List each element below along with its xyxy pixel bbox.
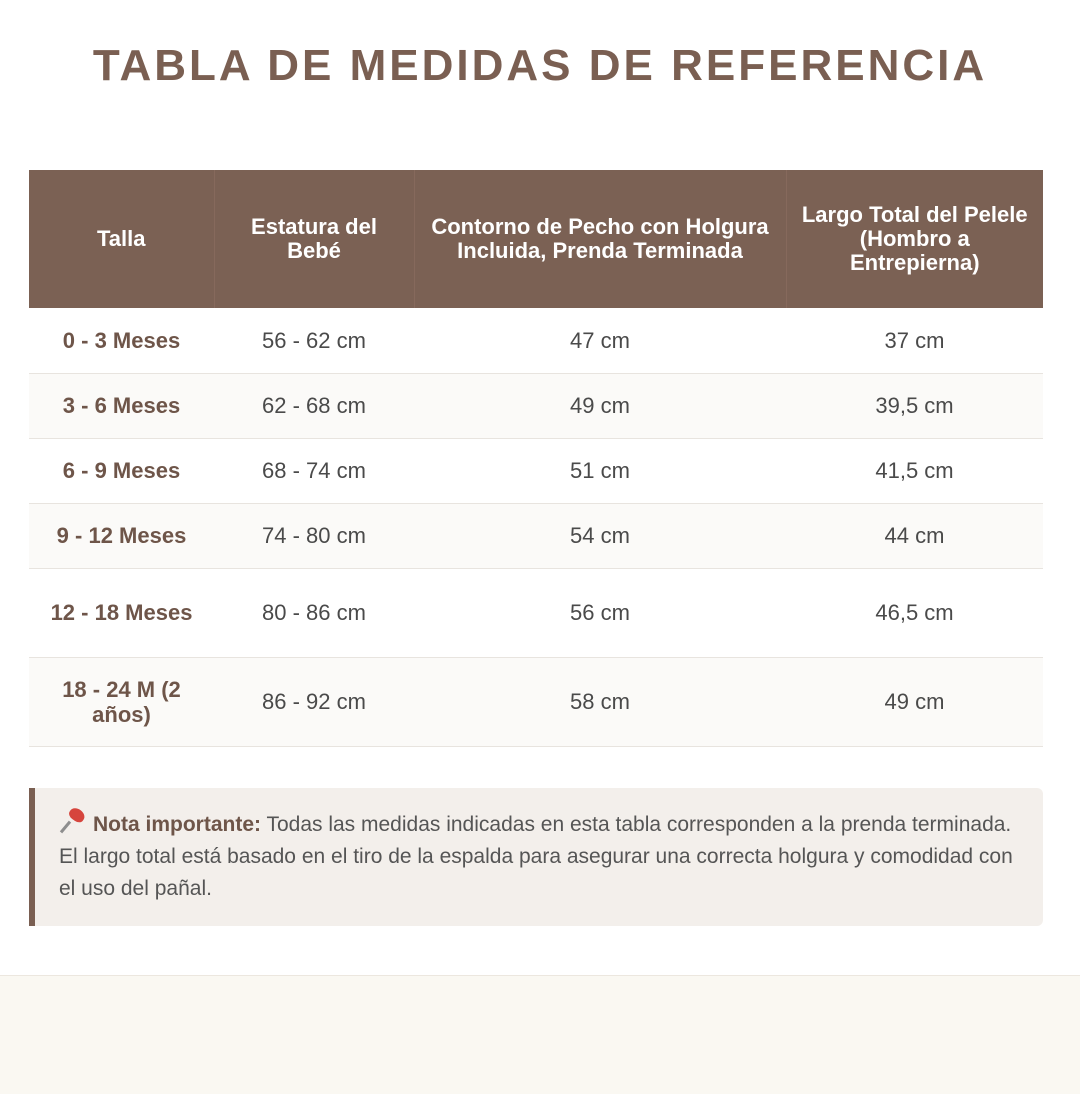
cell-length: 44 cm	[786, 503, 1043, 568]
cell-chest: 49 cm	[414, 373, 786, 438]
table-row	[29, 438, 1043, 503]
table-row	[29, 503, 1043, 568]
cell-height: 62 - 68 cm	[214, 373, 414, 438]
header-largo-total: Largo Total del Pelele (Hombro a Entrepierna)	[786, 170, 1043, 308]
cell-size: 18 - 24 M (2 años)	[29, 657, 214, 746]
header-contorno-pecho: Contorno de Pecho con Holgura Incluida, Prenda Terminada	[414, 170, 786, 308]
note-text: Todas las medidas indicadas en esta tabla corresponden a la prenda terminada. El largo total está basado en el tiro de la espalda para asegurar una correcta holgura y comodidad con el uso del pañal.	[59, 813, 1013, 900]
cell-height: 68 - 74 cm	[214, 438, 414, 503]
header-estatura: Estatura del Bebé	[214, 170, 414, 308]
cell-size: 3 - 6 Meses	[29, 373, 214, 438]
footer-area	[0, 976, 1080, 1094]
cell-chest: 58 cm	[414, 657, 786, 746]
cell-length: 41,5 cm	[786, 438, 1043, 503]
cell-chest: 47 cm	[414, 308, 786, 373]
cell-length: 46,5 cm	[786, 568, 1043, 657]
cell-length: 39,5 cm	[786, 373, 1043, 438]
cell-length: 49 cm	[786, 657, 1043, 746]
table-row	[29, 308, 1043, 373]
cell-chest: 56 cm	[414, 568, 786, 657]
cell-size: 9 - 12 Meses	[29, 503, 214, 568]
table-row	[29, 568, 1043, 657]
header-talla: Talla	[29, 170, 214, 308]
note-label: Nota importante:	[93, 813, 261, 836]
size-chart-table	[29, 170, 1043, 747]
table-row	[29, 373, 1043, 438]
cell-size: 12 - 18 Meses	[29, 568, 214, 657]
pushpin-icon	[59, 808, 89, 834]
cell-height: 80 - 86 cm	[214, 568, 414, 657]
cell-height: 86 - 92 cm	[214, 657, 414, 746]
table-header-row	[29, 170, 1043, 308]
cell-length: 37 cm	[786, 308, 1043, 373]
cell-height: 74 - 80 cm	[214, 503, 414, 568]
cell-chest: 54 cm	[414, 503, 786, 568]
cell-size: 0 - 3 Meses	[29, 308, 214, 373]
table-row	[29, 657, 1043, 746]
cell-chest: 51 cm	[414, 438, 786, 503]
page-title: TABLA DE MEDIDAS DE REFERENCIA	[92, 41, 988, 90]
important-note	[29, 788, 1043, 926]
cell-height: 56 - 62 cm	[214, 308, 414, 373]
cell-size: 6 - 9 Meses	[29, 438, 214, 503]
